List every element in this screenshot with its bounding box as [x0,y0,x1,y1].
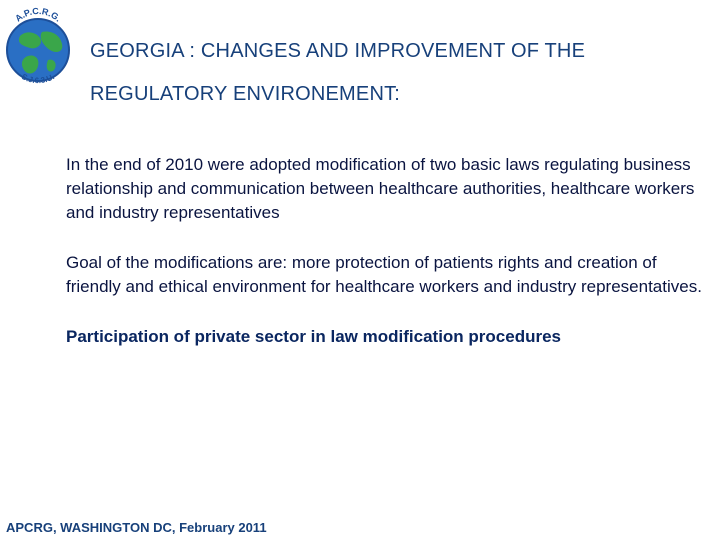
logo-bottom-text: S.J.6.3.U. [20,72,56,86]
slide-footer: APCRG, WASHINGTON DC, February 2011 [6,520,267,535]
slide-title-line-2: REGULATORY ENVIRONEMENT: [90,83,401,105]
logo-top-text: A.P.C.R.G. [13,5,64,24]
globe-icon [2,2,74,94]
slide-body [66,153,706,349]
paragraph-participation: Participation of private sector in law modification procedures [66,327,561,346]
apcrg-logo [2,2,74,94]
slide-title-line-1: GEORGIA : CHANGES AND IMPROVEMENT OF THE [90,40,586,62]
paragraph-goal: Goal of the modifications are: more protection of patients rights and creation of friendly and ethical environment for healthcare workers and industry representatives. [66,253,702,296]
paragraph-adopted-modification: In the end of 2010 were adopted modification of two basic laws regulating business relationship and communication between healthcare authorities, healthcare workers and industry representatives [66,155,695,222]
slide-title [90,30,710,116]
